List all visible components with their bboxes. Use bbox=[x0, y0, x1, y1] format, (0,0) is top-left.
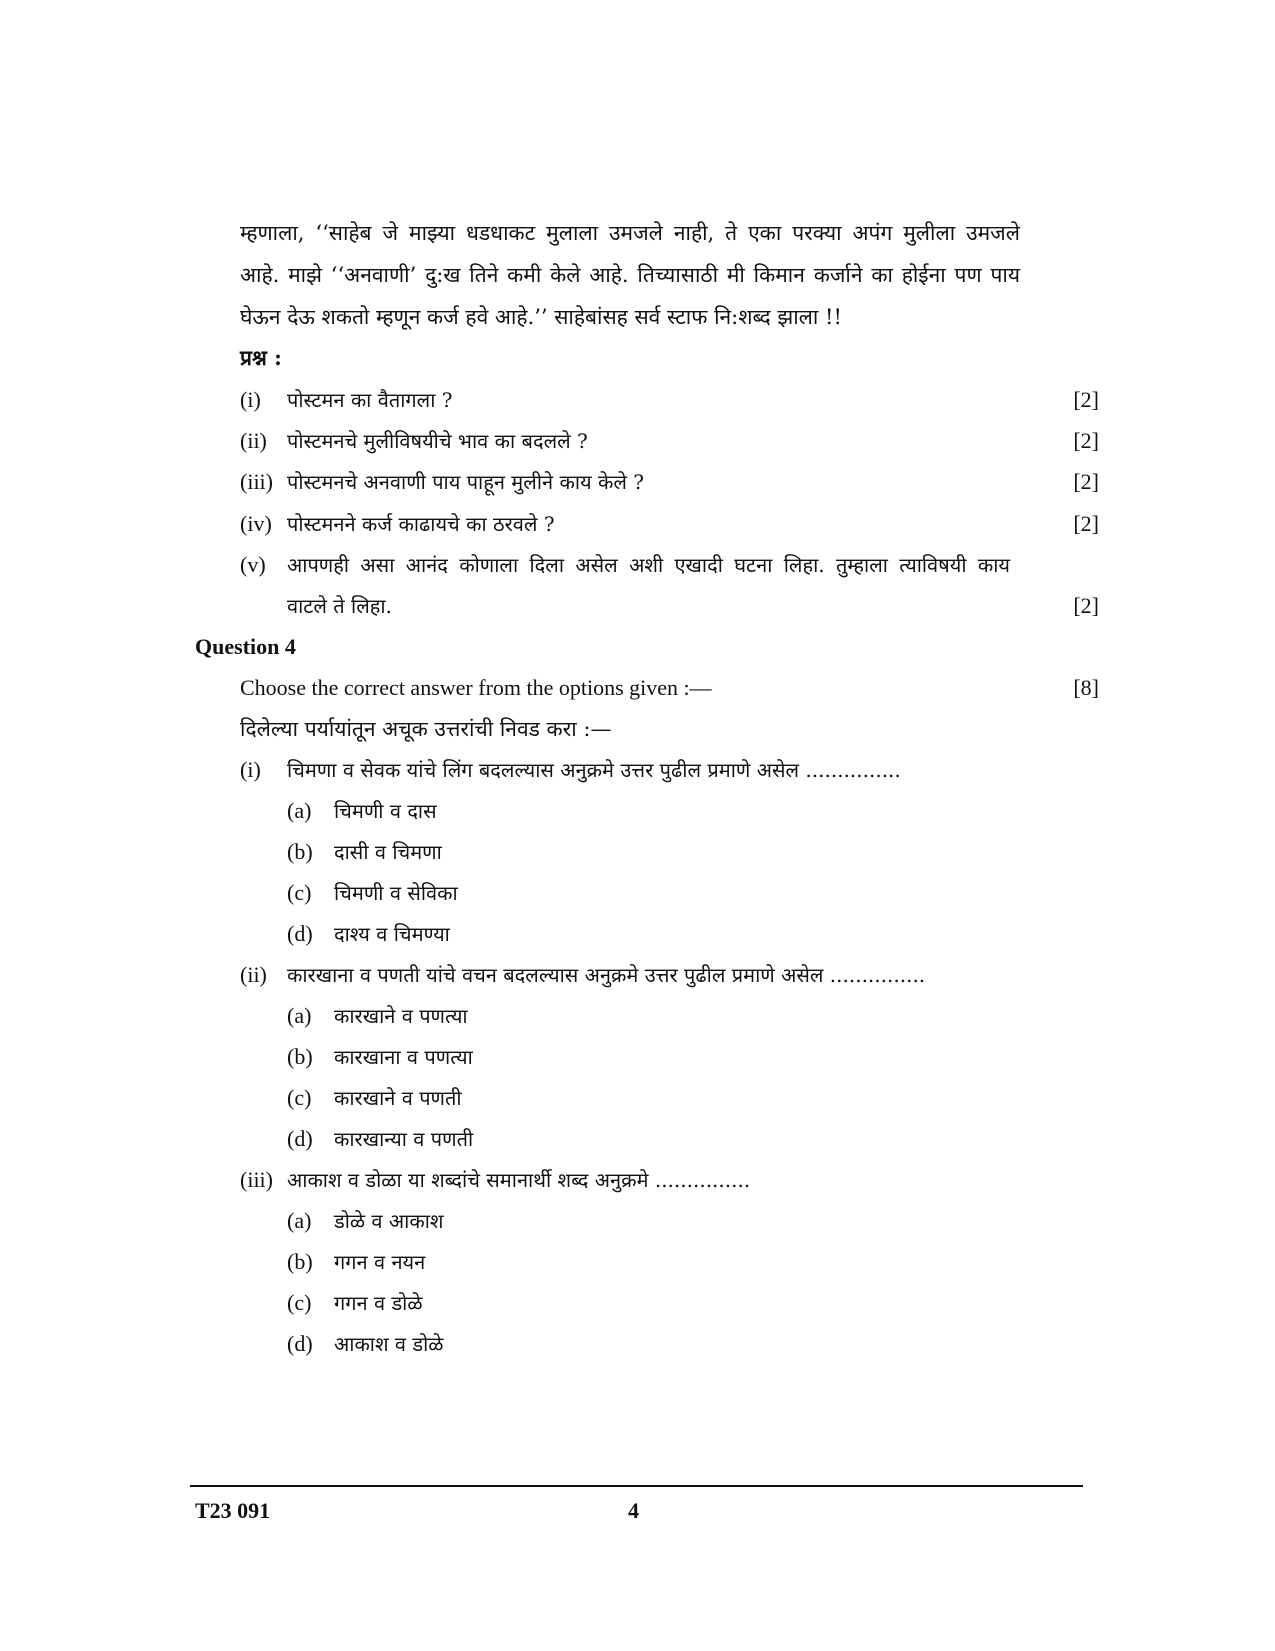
page-number: 4 bbox=[628, 1498, 639, 1523]
questions-heading: प्रश्न : bbox=[240, 345, 282, 370]
footer-divider bbox=[190, 1485, 1083, 1487]
q3-item-1-marks: [2] bbox=[1073, 387, 1099, 412]
q4-question-3-number: (iii) bbox=[240, 1167, 273, 1192]
q4-question-1-number: (i) bbox=[240, 757, 261, 782]
q4-instruction-marathi: दिलेल्या पर्यायांतून अचूक उत्तरांची निवड करा :— bbox=[240, 717, 612, 741]
q4-q1-option-d-text: दाश्य व चिमण्या bbox=[334, 922, 450, 946]
q4-q3-option-c-label: (c) bbox=[287, 1290, 312, 1315]
q4-q2-option-d-text: कारखान्या व पणती bbox=[334, 1127, 474, 1151]
q4-q2-option-c-text: कारखाने व पणती bbox=[334, 1086, 462, 1110]
passage-line-1: म्हणाला, ‘‘साहेब जे माझ्या धडधाकट मुलाला उमजले नाही, ते एका परक्या अपंग मुलीला उमजले bbox=[240, 221, 1020, 245]
q4-question-1-text: चिमणा व सेवक यांचे लिंग बदलल्यास अनुक्रमे उत्तर पुढील प्रमाणे असेल ............... bbox=[287, 758, 901, 782]
q3-item-2-text: पोस्टमनचे मुलीविषयीचे भाव का बदलले ? bbox=[287, 429, 588, 453]
passage-line-2: आहे. माझे ‘‘अनवाणी’ दु:ख तिने कमी केले आहे. तिच्यासाठी मी किमान कर्जाने का होईना पण पाय bbox=[240, 263, 1020, 287]
q4-q2-option-a-text: कारखाने व पणत्या bbox=[334, 1004, 468, 1028]
q3-item-2-marks: [2] bbox=[1073, 428, 1099, 453]
q3-item-4-marks: [2] bbox=[1073, 511, 1099, 536]
q4-q2-option-b-label: (b) bbox=[287, 1044, 313, 1069]
q3-item-4-number: (iv) bbox=[240, 511, 272, 536]
q4-q3-option-b-text: गगन व नयन bbox=[334, 1250, 426, 1274]
question-4-title: Question 4 bbox=[195, 634, 296, 659]
q4-question-2-text: कारखाना व पणती यांचे वचन बदलल्यास अनुक्रमे उत्तर पुढील प्रमाणे असेल ............... bbox=[287, 963, 926, 987]
q4-q3-option-d-label: (d) bbox=[287, 1331, 313, 1356]
q3-item-3-marks: [2] bbox=[1073, 469, 1099, 494]
q4-q2-option-b-text: कारखाना व पणत्या bbox=[334, 1045, 473, 1069]
q3-item-1-text: पोस्टमन का वैतागला ? bbox=[287, 388, 453, 412]
q4-question-3-text: आकाश व डोळा या शब्दांचे समानार्थी शब्द अनुक्रमे ............... bbox=[287, 1168, 751, 1192]
q3-item-2-number: (ii) bbox=[240, 428, 267, 453]
q4-q2-option-d-label: (d) bbox=[287, 1126, 313, 1151]
q3-item-5-text: आपणही असा आनंद कोणाला दिला असेल अशी एखादी घटना लिहा. तुम्हाला त्याविषयी काय bbox=[287, 553, 1010, 577]
q4-q1-option-a-text: चिमणी व दास bbox=[334, 799, 437, 823]
q3-item-1-number: (i) bbox=[240, 387, 261, 412]
q4-q2-option-c-label: (c) bbox=[287, 1085, 312, 1110]
passage-line-3: घेऊन देऊ शकतो म्हणून कर्ज हवे आहे.’’ साहेबांसह सर्व स्टाफ नि:शब्द झाला !! bbox=[240, 305, 842, 329]
q4-question-2-number: (ii) bbox=[240, 962, 267, 987]
paper-code: T23 091 bbox=[195, 1498, 271, 1523]
q4-q1-option-b-label: (b) bbox=[287, 839, 313, 864]
q4-q3-option-a-label: (a) bbox=[287, 1208, 312, 1233]
q4-q3-option-c-text: गगन व डोळे bbox=[334, 1291, 423, 1315]
q4-q3-option-d-text: आकाश व डोळे bbox=[334, 1332, 444, 1356]
q3-item-5-number: (v) bbox=[240, 552, 266, 577]
q4-q3-option-b-label: (b) bbox=[287, 1249, 313, 1274]
q4-q1-option-b-text: दासी व चिमणा bbox=[334, 840, 442, 864]
q3-item-5-marks: [2] bbox=[1073, 593, 1099, 618]
q4-q2-option-a-label: (a) bbox=[287, 1003, 312, 1028]
q4-q1-option-c-text: चिमणी व सेविका bbox=[334, 881, 458, 905]
q3-item-5-text-cont: वाटले ते लिहा. bbox=[287, 594, 392, 618]
q4-q1-option-c-label: (c) bbox=[287, 880, 312, 905]
q3-item-4-text: पोस्टमनने कर्ज काढायचे का ठरवले ? bbox=[287, 512, 555, 536]
q3-item-3-number: (iii) bbox=[240, 469, 273, 494]
q4-instruction-english: Choose the correct answer from the options given :— bbox=[240, 675, 712, 700]
q4-marks: [8] bbox=[1073, 675, 1099, 700]
q3-item-3-text: पोस्टमनचे अनवाणी पाय पाहून मुलीने काय केले ? bbox=[287, 470, 644, 494]
q4-q1-option-a-label: (a) bbox=[287, 798, 312, 823]
q4-q1-option-d-label: (d) bbox=[287, 921, 313, 946]
q4-q3-option-a-text: डोळे व आकाश bbox=[334, 1209, 444, 1233]
